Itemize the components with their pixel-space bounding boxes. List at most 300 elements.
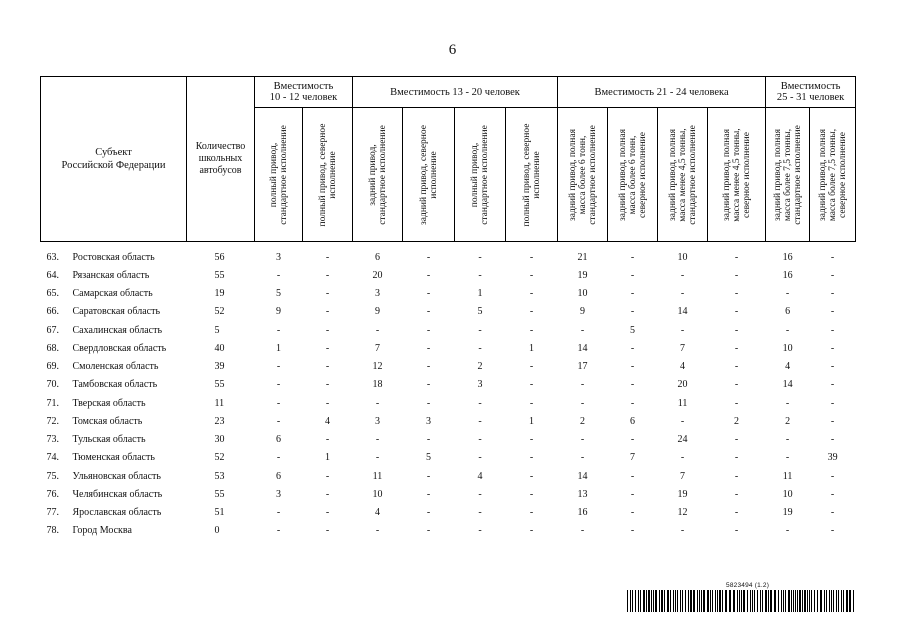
row-number: 71. xyxy=(46,397,59,409)
value-cell: - xyxy=(426,379,431,391)
value-cell: - xyxy=(734,361,739,373)
value-cell: - xyxy=(830,361,835,373)
region-name: Челябинская область xyxy=(72,488,163,500)
value-cell: - xyxy=(785,452,790,464)
value-cell: - xyxy=(325,470,330,482)
bus-count-cell: 56 xyxy=(214,251,225,263)
value-cell: - xyxy=(325,288,330,300)
value-cell: - xyxy=(830,434,835,446)
value-cell: - xyxy=(830,251,835,263)
row-number: 73. xyxy=(46,434,59,446)
value-cell: - xyxy=(325,397,330,409)
value-cell: 14 xyxy=(577,470,588,482)
value-cell: - xyxy=(785,324,790,336)
table-row xyxy=(41,339,856,357)
row-number: 69. xyxy=(46,361,59,373)
row-number: 65. xyxy=(46,288,59,300)
bus-count-cell: 55 xyxy=(214,269,225,281)
row-number: 74. xyxy=(46,452,59,464)
bus-count-cell: 55 xyxy=(214,488,225,500)
value-cell: 12 xyxy=(677,507,688,519)
barcode-bars xyxy=(627,590,856,612)
value-cell: 4 xyxy=(325,415,330,427)
value-cell: - xyxy=(734,288,739,300)
row-number: 63. xyxy=(46,251,59,263)
column-header-8 xyxy=(608,108,658,242)
value-cell: - xyxy=(680,452,685,464)
region-name: Тульская область xyxy=(72,434,146,446)
table-row xyxy=(41,485,856,503)
value-cell: - xyxy=(478,342,482,354)
table-row xyxy=(41,504,856,522)
value-cell: - xyxy=(830,269,835,281)
row-number: 72. xyxy=(46,415,59,427)
region-cell xyxy=(41,467,187,485)
region-cell xyxy=(41,412,187,430)
value-cell: 3 xyxy=(375,288,380,300)
value-cell: - xyxy=(529,397,534,409)
column-header-7 xyxy=(558,108,608,242)
value-cell: - xyxy=(375,434,380,446)
value-cell: 12 xyxy=(372,361,383,373)
value-cell: - xyxy=(630,269,635,281)
value-cell: - xyxy=(580,397,585,409)
value-cell: - xyxy=(734,397,739,409)
column-header-text: задний привод, полная масса более 6 тонн, северное исполнение xyxy=(617,128,648,221)
table-row xyxy=(41,321,856,339)
value-cell: - xyxy=(375,525,380,537)
value-cell: 10 xyxy=(782,342,793,354)
region-name: Сахалинская область xyxy=(72,324,163,336)
value-cell: 6 xyxy=(785,306,791,318)
region-cell xyxy=(41,321,187,339)
value-cell: 4 xyxy=(375,507,380,519)
value-cell: 14 xyxy=(782,379,793,391)
value-cell: - xyxy=(325,342,330,354)
value-cell: 3 xyxy=(375,415,380,427)
value-cell: 39 xyxy=(827,452,838,464)
value-cell: - xyxy=(276,379,281,391)
column-header-text: полный привод, северное исполнение xyxy=(317,123,338,226)
subject-header-line-2: Российской Федерации xyxy=(61,160,166,171)
value-cell: - xyxy=(325,507,330,519)
value-cell: - xyxy=(830,379,835,391)
value-cell: - xyxy=(426,361,431,373)
column-header-11 xyxy=(766,108,810,242)
value-cell: - xyxy=(375,452,380,464)
count-header-line-3: автобусов xyxy=(199,165,242,176)
value-cell: - xyxy=(426,488,431,500)
value-cell: - xyxy=(276,525,281,537)
value-cell: 4 xyxy=(477,470,483,482)
value-cell: 24 xyxy=(677,434,688,446)
column-header-text: полный привод, стандартное исполнение xyxy=(268,124,289,225)
table-row xyxy=(41,467,856,485)
value-cell: - xyxy=(478,397,482,409)
value-cell: 17 xyxy=(577,361,588,373)
value-cell: - xyxy=(276,324,281,336)
value-cell: 21 xyxy=(577,251,588,263)
value-cell: - xyxy=(830,507,835,519)
value-cell: - xyxy=(478,525,482,537)
bus-distribution-table xyxy=(40,76,856,540)
region-name: Самарская область xyxy=(72,288,153,300)
row-number: 75. xyxy=(46,470,59,482)
region-cell xyxy=(41,449,187,467)
count-header-line-2: школьных xyxy=(198,153,243,164)
value-cell: - xyxy=(630,434,635,446)
value-cell: 7 xyxy=(680,470,686,482)
value-cell: - xyxy=(529,288,534,300)
capacity-group-13-20: Вместимость 13 - 20 человек xyxy=(353,77,558,108)
value-cell: - xyxy=(426,434,431,446)
value-cell: 1 xyxy=(325,452,330,464)
table-row xyxy=(41,449,856,467)
row-number: 67. xyxy=(46,324,59,336)
value-cell: - xyxy=(734,470,739,482)
value-cell: - xyxy=(426,288,431,300)
column-header-10 xyxy=(708,108,766,242)
value-cell: - xyxy=(630,397,635,409)
region-name: Рязанская область xyxy=(72,269,150,281)
value-cell: - xyxy=(478,251,482,263)
value-cell: 19 xyxy=(677,488,688,500)
value-cell: - xyxy=(426,470,431,482)
region-name: Смоленская область xyxy=(72,361,159,373)
value-cell: - xyxy=(325,306,330,318)
value-cell: - xyxy=(830,288,835,300)
value-cell: 20 xyxy=(372,269,383,281)
value-cell: 1 xyxy=(477,288,483,300)
count-header xyxy=(187,77,255,242)
bus-count-cell: 39 xyxy=(214,361,225,373)
value-cell: 3 xyxy=(276,488,281,500)
value-cell: - xyxy=(478,324,482,336)
row-number: 68. xyxy=(46,342,59,354)
value-cell: - xyxy=(426,397,431,409)
value-cell: - xyxy=(529,324,534,336)
value-cell: 14 xyxy=(677,306,688,318)
value-cell: 9 xyxy=(375,306,380,318)
value-cell: 10 xyxy=(782,488,793,500)
value-cell: - xyxy=(276,507,281,519)
value-cell: - xyxy=(478,434,482,446)
value-cell: - xyxy=(680,288,685,300)
region-name: Ульяновская область xyxy=(72,470,161,482)
value-cell: - xyxy=(680,324,685,336)
subject-header xyxy=(41,77,187,242)
table-row xyxy=(41,412,856,430)
value-cell: - xyxy=(478,507,482,519)
value-cell: - xyxy=(325,269,330,281)
bus-count-cell: 0 xyxy=(214,525,220,537)
value-cell: 11 xyxy=(372,470,383,482)
bus-count-cell: 30 xyxy=(214,434,225,446)
value-cell: 2 xyxy=(734,415,740,427)
value-cell: 5 xyxy=(276,288,281,300)
table-row xyxy=(41,266,856,284)
region-name: Город Москва xyxy=(72,525,132,537)
region-cell xyxy=(41,522,187,540)
value-cell: - xyxy=(630,379,635,391)
value-cell: - xyxy=(529,379,534,391)
column-header-text: задний привод, северное исполнение xyxy=(418,124,439,225)
value-cell: - xyxy=(276,269,281,281)
value-cell: - xyxy=(734,452,739,464)
value-cell: - xyxy=(630,361,635,373)
column-header-4 xyxy=(403,108,455,242)
bus-count-cell: 55 xyxy=(214,379,225,391)
value-cell: 11 xyxy=(782,470,793,482)
value-cell: 9 xyxy=(580,306,586,318)
value-cell: - xyxy=(830,342,835,354)
value-cell: 18 xyxy=(372,379,383,391)
region-name: Ростовская область xyxy=(72,251,155,263)
bus-count-cell: 40 xyxy=(214,342,225,354)
value-cell: - xyxy=(830,324,835,336)
value-cell: - xyxy=(325,434,330,446)
table-row xyxy=(41,303,856,321)
region-cell xyxy=(41,285,187,303)
value-cell: - xyxy=(785,434,790,446)
value-cell: - xyxy=(580,452,585,464)
value-cell: - xyxy=(630,306,635,318)
region-name: Тюменская область xyxy=(72,452,155,464)
value-cell: - xyxy=(325,379,330,391)
value-cell: - xyxy=(325,361,330,373)
value-cell: - xyxy=(426,251,431,263)
column-header-text: задний привод, стандартное исполнение xyxy=(367,124,388,225)
value-cell: - xyxy=(830,397,835,409)
bus-count-cell: 11 xyxy=(214,397,225,409)
value-cell: 7 xyxy=(375,342,380,354)
value-cell: 10 xyxy=(372,488,383,500)
value-cell: - xyxy=(375,324,380,336)
column-header-2 xyxy=(303,108,353,242)
value-cell: 6 xyxy=(630,415,636,427)
value-cell: - xyxy=(630,488,635,500)
value-cell: - xyxy=(785,397,790,409)
row-number: 64. xyxy=(46,269,59,281)
value-cell: - xyxy=(276,452,281,464)
value-cell: - xyxy=(734,324,739,336)
table-row xyxy=(41,242,856,267)
row-number: 76. xyxy=(46,488,59,500)
value-cell: - xyxy=(529,507,534,519)
value-cell: - xyxy=(580,379,585,391)
value-cell: - xyxy=(325,324,330,336)
column-header-12 xyxy=(810,108,856,242)
value-cell: 5 xyxy=(477,306,483,318)
value-cell: - xyxy=(325,251,330,263)
value-cell: - xyxy=(734,306,739,318)
value-cell: - xyxy=(529,306,534,318)
table-row xyxy=(41,285,856,303)
value-cell: - xyxy=(529,434,534,446)
value-cell: 1 xyxy=(529,342,535,354)
value-cell: 7 xyxy=(680,342,686,354)
value-cell: - xyxy=(630,251,635,263)
value-cell: - xyxy=(529,269,534,281)
value-cell: - xyxy=(830,488,835,500)
value-cell: - xyxy=(529,470,534,482)
column-header-text: полный привод, стандартное исполнение xyxy=(470,124,490,225)
table-row xyxy=(41,394,856,412)
value-cell: - xyxy=(580,525,585,537)
value-cell: - xyxy=(580,434,585,446)
value-cell: - xyxy=(529,488,534,500)
value-cell: 16 xyxy=(782,251,793,263)
value-cell: - xyxy=(325,488,330,500)
column-header-text: задний привод, полная масса более 6 тонн, стандартное исполнение xyxy=(567,124,598,225)
region-name: Свердловская область xyxy=(72,342,167,354)
value-cell: 3 xyxy=(276,251,281,263)
value-cell: - xyxy=(734,251,739,263)
value-cell: - xyxy=(734,488,739,500)
page-number: 6 xyxy=(448,42,457,58)
value-cell: - xyxy=(426,324,431,336)
value-cell: 4 xyxy=(680,361,686,373)
value-cell: - xyxy=(426,507,431,519)
bus-count-cell: 53 xyxy=(214,470,225,482)
capacity-group-21-24: Вместимость 21 - 24 человека xyxy=(558,77,766,108)
value-cell: 2 xyxy=(477,361,483,373)
value-cell: 16 xyxy=(782,269,793,281)
value-cell: 3 xyxy=(426,415,431,427)
region-name: Тверская область xyxy=(72,397,146,409)
value-cell: - xyxy=(630,342,635,354)
value-cell: - xyxy=(478,452,482,464)
value-cell: - xyxy=(426,269,431,281)
value-cell: - xyxy=(375,397,380,409)
capacity-group-10-12: Вместимость 10 - 12 человек xyxy=(255,77,353,108)
column-header-text: задний привод, полная масса менее 4,5 тонны, стандартное исполнение xyxy=(667,124,698,225)
value-cell: - xyxy=(529,251,534,263)
value-cell: - xyxy=(830,306,835,318)
value-cell: - xyxy=(830,470,835,482)
subject-header-line-1: Субъект xyxy=(95,147,132,158)
region-cell xyxy=(41,242,187,267)
value-cell: - xyxy=(734,342,739,354)
column-header-5 xyxy=(455,108,506,242)
value-cell: 5 xyxy=(426,452,431,464)
column-header-text: полный привод, северное исполнение xyxy=(521,123,542,226)
column-header-6 xyxy=(506,108,558,242)
bus-count-cell: 23 xyxy=(214,415,225,427)
row-number: 70. xyxy=(46,379,59,391)
barcode-number: 5823494 (1.2) xyxy=(726,582,770,589)
value-cell: - xyxy=(785,525,790,537)
value-cell: - xyxy=(785,288,790,300)
column-header-3 xyxy=(353,108,403,242)
region-name: Саратовская область xyxy=(72,306,161,318)
column-header-text: задний привод, полная масса менее 4,5 тонны, северное исполнение xyxy=(721,127,752,222)
bus-count-cell: 5 xyxy=(214,324,220,336)
column-header-text: задний привод, полная масса более 7,5 тонны, стандартное исполнение xyxy=(772,124,803,225)
value-cell: - xyxy=(529,452,534,464)
value-cell: 14 xyxy=(577,342,588,354)
value-cell: - xyxy=(630,288,635,300)
region-cell xyxy=(41,339,187,357)
value-cell: - xyxy=(734,269,739,281)
value-cell: - xyxy=(426,306,431,318)
value-cell: - xyxy=(276,397,281,409)
value-cell: - xyxy=(680,269,685,281)
region-name: Ярославская область xyxy=(72,507,162,519)
row-number: 77. xyxy=(46,507,59,519)
bus-count-cell: 52 xyxy=(214,306,225,318)
value-cell: 1 xyxy=(529,415,535,427)
value-cell: 2 xyxy=(785,415,791,427)
value-cell: - xyxy=(529,361,534,373)
region-cell xyxy=(41,485,187,503)
value-cell: - xyxy=(478,415,482,427)
region-cell xyxy=(41,394,187,412)
value-cell: 13 xyxy=(577,488,588,500)
value-cell: - xyxy=(426,525,431,537)
value-cell: 10 xyxy=(677,251,688,263)
value-cell: - xyxy=(478,488,482,500)
region-cell xyxy=(41,431,187,449)
value-cell: - xyxy=(830,525,835,537)
value-cell: - xyxy=(680,415,685,427)
value-cell: - xyxy=(734,507,739,519)
value-cell: 10 xyxy=(577,288,588,300)
value-cell: 16 xyxy=(577,507,588,519)
value-cell: - xyxy=(630,507,635,519)
value-cell: 2 xyxy=(580,415,586,427)
value-cell: - xyxy=(276,361,281,373)
column-header-9 xyxy=(658,108,708,242)
value-cell: 11 xyxy=(677,397,688,409)
value-cell: - xyxy=(426,342,431,354)
bus-count-cell: 51 xyxy=(214,507,225,519)
table-header xyxy=(41,77,856,242)
value-cell: 20 xyxy=(677,379,688,391)
value-cell: - xyxy=(630,470,635,482)
region-cell xyxy=(41,266,187,284)
capacity-group-25-31: Вместимость 25 - 31 человек xyxy=(766,77,856,108)
value-cell: 5 xyxy=(630,324,636,336)
row-number: 78. xyxy=(46,525,59,537)
value-cell: - xyxy=(529,525,534,537)
value-cell: 3 xyxy=(477,379,483,391)
row-number: 66. xyxy=(46,306,59,318)
value-cell: 19 xyxy=(577,269,588,281)
value-cell: 1 xyxy=(276,342,281,354)
region-name: Тамбовская область xyxy=(72,379,158,391)
value-cell: 6 xyxy=(375,251,380,263)
barcode xyxy=(625,582,857,612)
value-cell: - xyxy=(680,525,685,537)
value-cell: - xyxy=(325,525,330,537)
table-row xyxy=(41,376,856,394)
column-header-1 xyxy=(255,108,303,242)
region-cell xyxy=(41,303,187,321)
bus-count-cell: 52 xyxy=(214,452,225,464)
value-cell: - xyxy=(734,379,739,391)
value-cell: 19 xyxy=(782,507,793,519)
value-cell: 7 xyxy=(630,452,636,464)
value-cell: 6 xyxy=(276,470,281,482)
value-cell: - xyxy=(478,269,482,281)
value-cell: - xyxy=(734,525,739,537)
value-cell: - xyxy=(830,415,835,427)
value-cell: 6 xyxy=(276,434,281,446)
region-name: Томская область xyxy=(72,415,143,427)
value-cell: - xyxy=(630,525,635,537)
value-cell: - xyxy=(734,434,739,446)
